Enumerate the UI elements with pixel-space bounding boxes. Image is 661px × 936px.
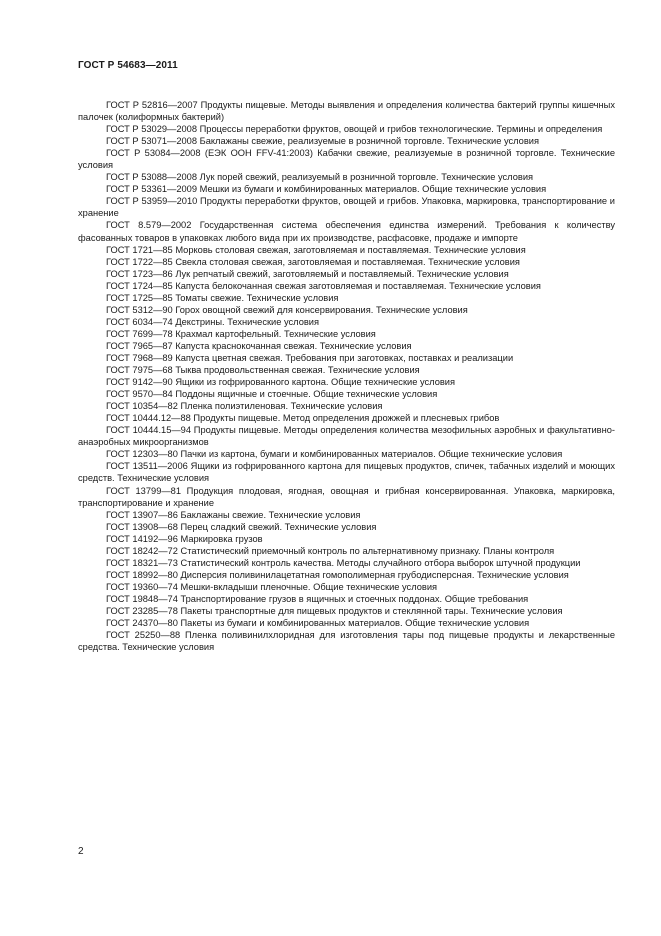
reference-item: ГОСТ Р 53959—2010 Продукты переработки фруктов, овощей и грибов. Упаковка, маркировка, транспортирование и хранение [78, 196, 615, 219]
reference-item: ГОСТ 13799—81 Продукция плодовая, ягодная, овощная и грибная консервированная. Упаковка, маркировка, транспортирование и хранение [78, 485, 615, 508]
reference-item: ГОСТ 24370—80 Пакеты из бумаги и комбинированных материалов. Общие технические условия [106, 618, 530, 629]
reference-item: ГОСТ 13907—86 Баклажаны свежие. Технические условия [106, 509, 361, 520]
reference-item: ГОСТ 7968—89 Капуста цветная свежая. Требования при заготовках, поставках и реализации [106, 352, 514, 363]
reference-item: ГОСТ Р 52816—2007 Продукты пищевые. Методы выявления и определения количества бактерий группы кишечных палочек (колиформных бактерий) [78, 100, 615, 123]
references-list [78, 99, 615, 653]
reference-item: ГОСТ 10354—82 Пленка полиэтиленовая. Технические условия [106, 401, 383, 412]
reference-item: ГОСТ 7975—68 Тыква продовольственная свежая. Технические условия [106, 365, 420, 376]
reference-item: ГОСТ 1724—85 Капуста белокочанная свежая заготовляемая и поставляемая. Технические условия [106, 280, 541, 291]
reference-item: ГОСТ 5312—90 Горох овощной свежий для консервирования. Технические условия [106, 304, 468, 315]
reference-item: ГОСТ 10444.15—94 Продукты пищевые. Методы определения количества мезофильных аэробных и факультативно-анаэробных микроорганизмов [78, 425, 615, 448]
reference-item: ГОСТ 18992—80 Дисперсия поливинилацетатная гомополимерная грубодисперсная. Технические условия [106, 569, 569, 580]
reference-item: ГОСТ Р 53361—2009 Мешки из бумаги и комбинированных материалов. Общие технические условия [106, 184, 547, 195]
reference-item: ГОСТ 12303—80 Пачки из картона, бумаги и комбинированных материалов. Общие технические условия [106, 449, 563, 460]
reference-item: ГОСТ 14192—96 Маркировка грузов [106, 533, 263, 544]
reference-item: ГОСТ 25250—88 Пленка поливинилхлоридная для изготовления тары под пищевые продукты и лекарственные средства. Технические условия [78, 630, 615, 653]
reference-item: ГОСТ 6034—74 Декстрины. Технические условия [106, 316, 320, 327]
page-number: 2 [78, 846, 84, 857]
reference-item: ГОСТ 18321—73 Статистический контроль качества. Методы случайного отбора выборок штучной продукции [106, 557, 581, 568]
reference-item: ГОСТ 9570—84 Поддоны ящичные и стоечные. Общие технические условия [106, 389, 438, 400]
reference-item: ГОСТ 9142—90 Ящики из гофрированного картона. Общие технические условия [106, 377, 456, 388]
reference-item: ГОСТ 7699—78 Крахмал картофельный. Технические условия [106, 328, 376, 339]
reference-item: ГОСТ Р 53084—2008 (ЕЭК ООН FFV-41:2003) Кабачки свежие, реализуемые в розничной торговле. Технические условия [78, 148, 615, 171]
reference-item: ГОСТ 23285—78 Пакеты транспортные для пищевых продуктов и стеклянной тары. Технические условия [106, 605, 563, 616]
reference-item: ГОСТ 19848—74 Транспортирование грузов в ящичных и стоечных поддонах. Общие требования [106, 593, 529, 604]
reference-item: ГОСТ 1725—85 Томаты свежие. Технические условия [106, 292, 339, 303]
reference-item: ГОСТ Р 53088—2008 Лук порей свежий, реализуемый в розничной торговле. Технические условия [106, 172, 534, 183]
reference-item: ГОСТ 13908—68 Перец сладкий свежий. Технические условия [106, 521, 377, 532]
document-header: ГОСТ Р 54683—2011 [78, 60, 178, 71]
reference-item: ГОСТ Р 53071—2008 Баклажаны свежие, реализуемые в розничной торговле. Технические условия [106, 136, 540, 147]
reference-item: ГОСТ 7965—87 Капуста краснокочанная свежая. Технические условия [106, 340, 412, 351]
reference-item: ГОСТ 10444.12—88 Продукты пищевые. Метод определения дрожжей и плесневых грибов [106, 413, 500, 424]
reference-item: ГОСТ Р 53029—2008 Процессы переработки фруктов, овощей и грибов технологические. Термины и определения [106, 124, 603, 135]
reference-item: ГОСТ 1723—86 Лук репчатый свежий, заготовляемый и поставляемый. Технические условия [106, 268, 509, 279]
reference-item: ГОСТ 8.579—2002 Государственная система обеспечения единства измерений. Требования к количеству фасованных товаров в упаковках любого вида при их производстве, расфасовке, продаже и импорте [78, 220, 615, 243]
reference-item: ГОСТ 18242—72 Статистический приемочный контроль по альтернативному признаку. Планы контроля [106, 545, 555, 556]
reference-item: ГОСТ 1721—85 Морковь столовая свежая, заготовляемая и поставляемая. Технические условия [106, 244, 526, 255]
reference-item: ГОСТ 1722—85 Свекла столовая свежая, заготовляемая и поставляемая. Технические условия [106, 256, 520, 267]
reference-item: ГОСТ 19360—74 Мешки-вкладыши пленочные. Общие технические условия [106, 581, 438, 592]
reference-item: ГОСТ 13511—2006 Ящики из гофрированного картона для пищевых продуктов, спичек, табачных изделий и моющих средств. Технические условия [78, 461, 615, 484]
